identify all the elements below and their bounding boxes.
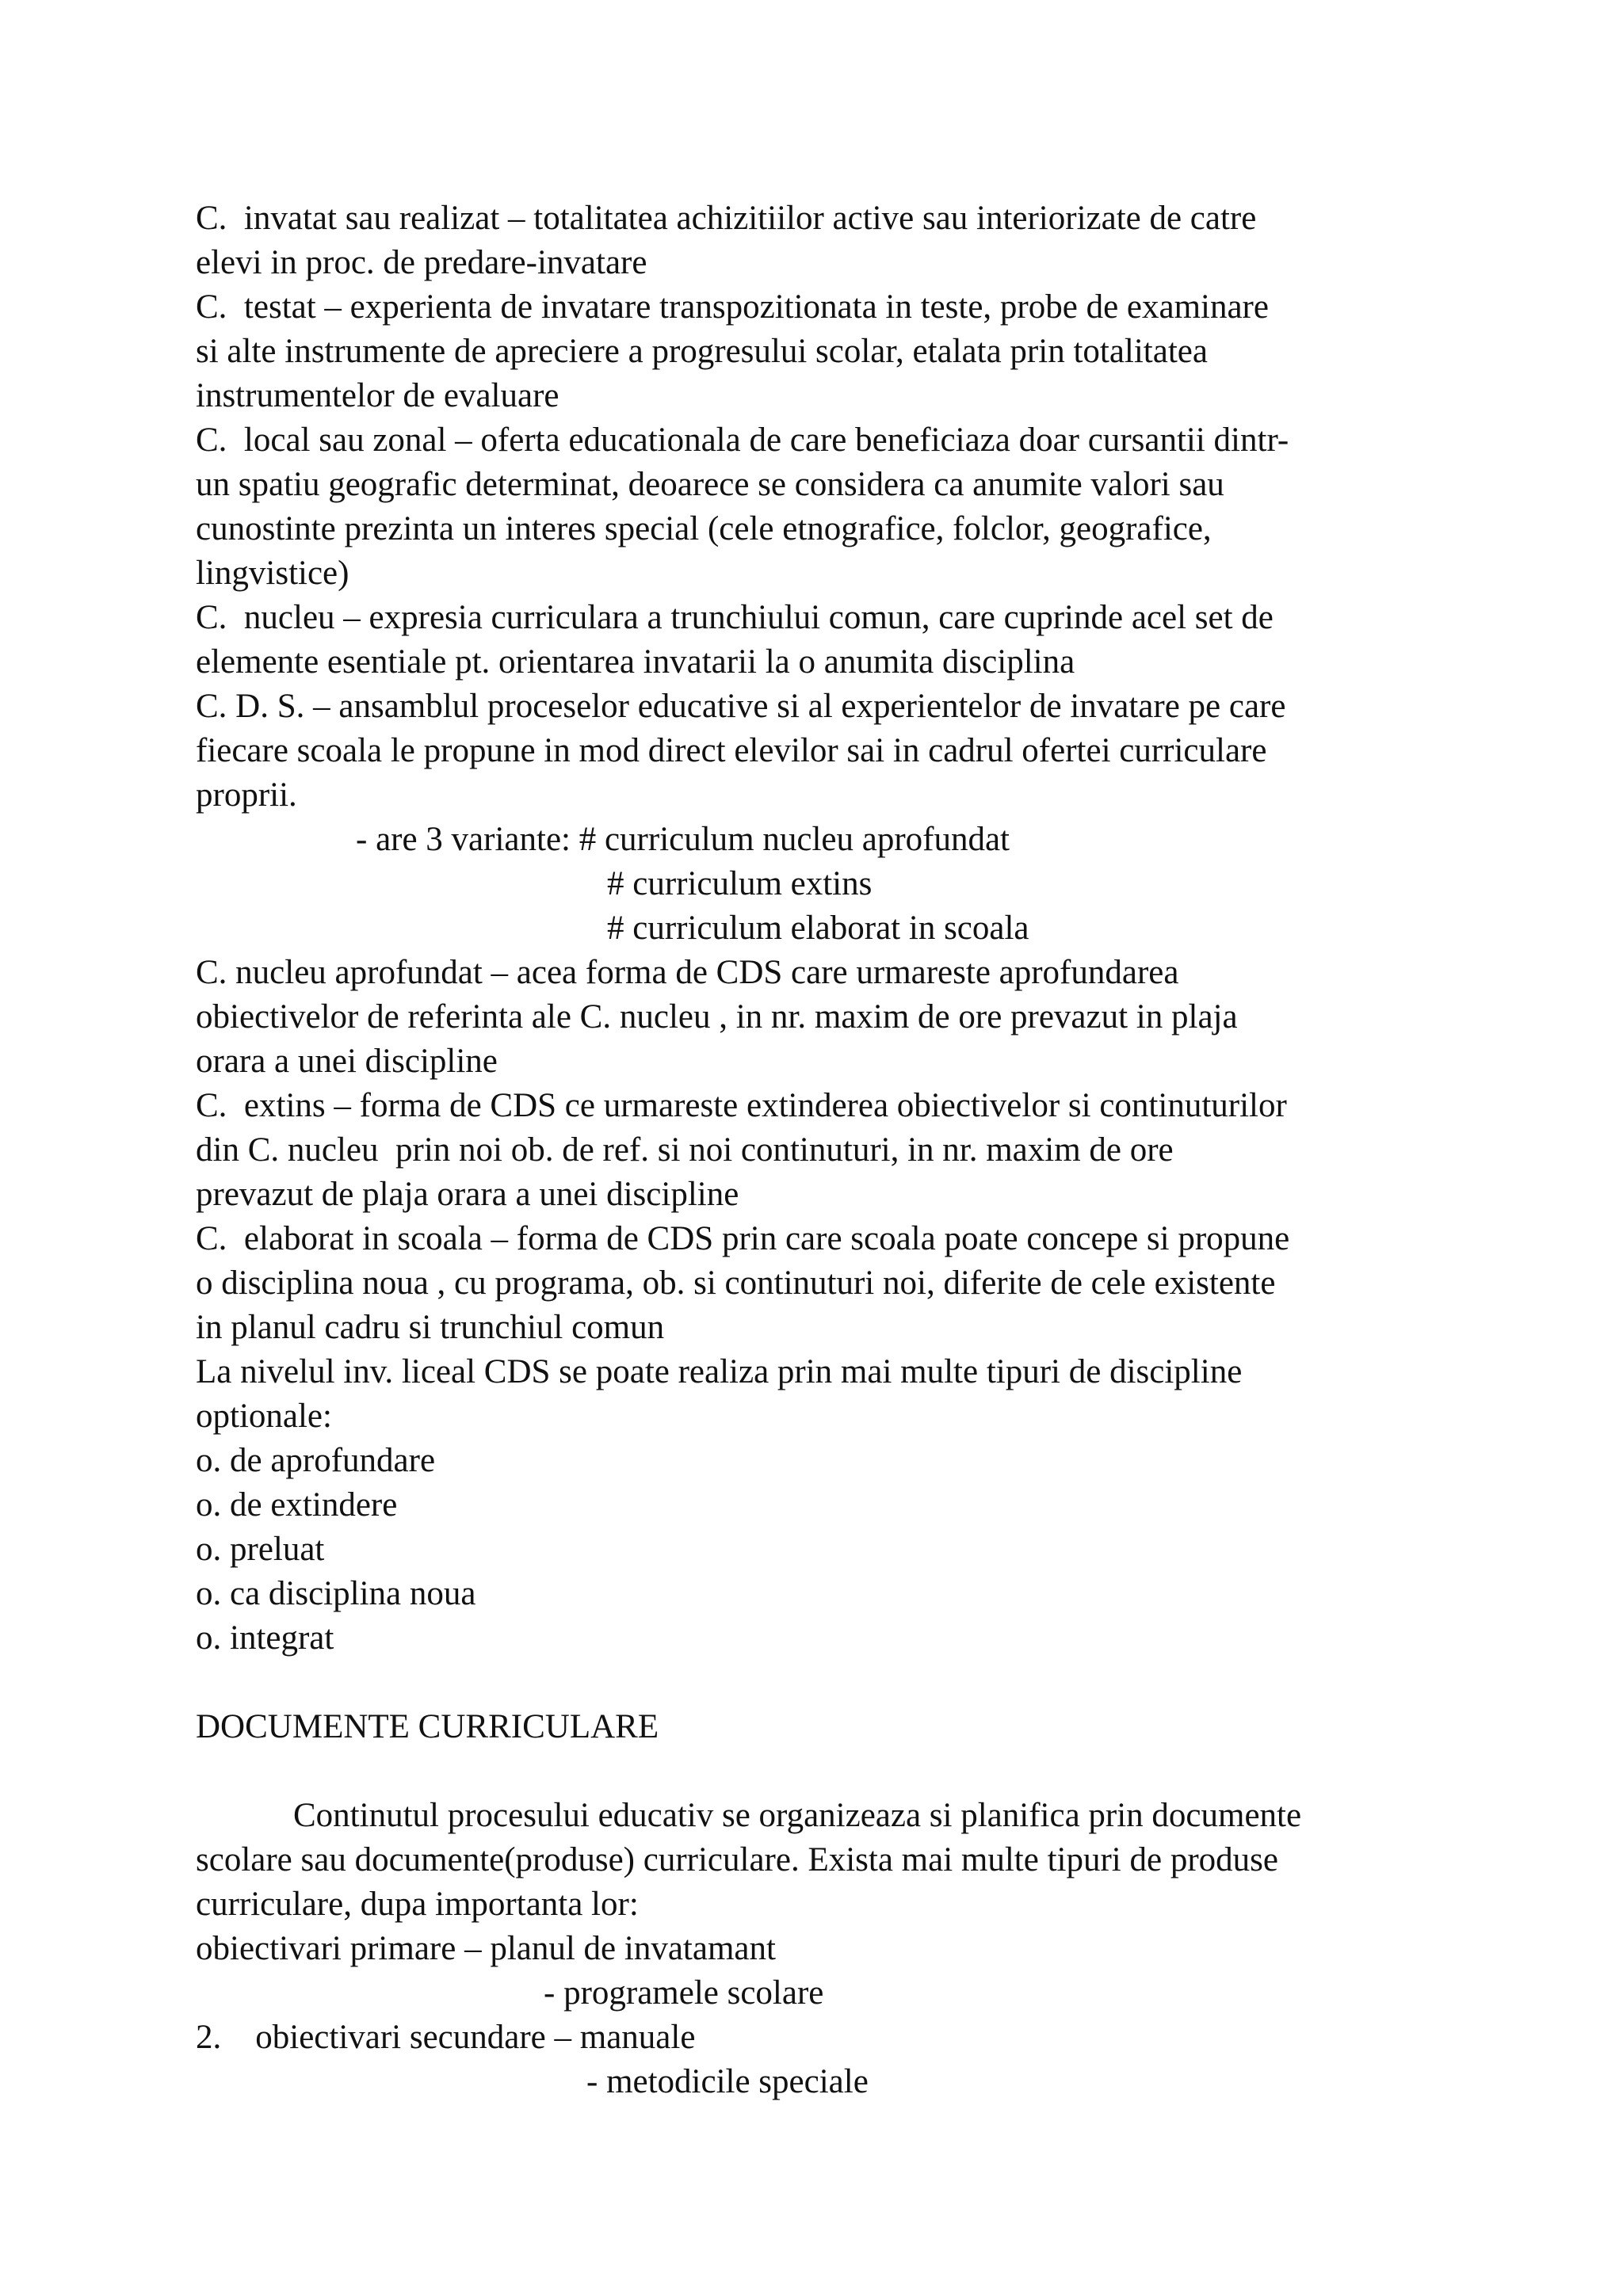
- text-line: din C. nucleu prin noi ob. de ref. si noi continuturi, in nr. maxim de ore: [196, 1131, 1174, 1169]
- text-line: La nivelul inv. liceal CDS se poate realiza prin mai multe tipuri de discipline: [196, 1353, 1243, 1390]
- optional-item: o. de aprofundare: [196, 1442, 436, 1479]
- variant-item: # curriculum elaborat in scoala: [607, 910, 1029, 947]
- optional-item: o. de extindere: [196, 1486, 398, 1524]
- optional-item: o. ca disciplina noua: [196, 1575, 476, 1612]
- text-line: C. invatat sau realizat – totalitatea achizitiilor active sau interiorizate de catre: [196, 200, 1257, 237]
- text-line: C. local sau zonal – oferta educationala de care beneficiaza doar cursantii dintr-: [196, 421, 1289, 459]
- text-line: instrumentelor de evaluare: [196, 377, 559, 414]
- text-line: C. testat – experienta de invatare transpozitionata in teste, probe de examinare: [196, 288, 1269, 326]
- optional-item: o. preluat: [196, 1531, 325, 1568]
- text-line: obiectivari primare – planul de invatamant: [196, 1930, 776, 1967]
- text-line: elevi in proc. de predare-invatare: [196, 244, 647, 281]
- variant-item: # curriculum extins: [607, 865, 873, 902]
- text-line: optionale:: [196, 1398, 332, 1435]
- text-line: 2. obiectivari secundare – manuale: [196, 2019, 696, 2056]
- text-line: cunostinte prezinta un interes special (cele etnografice, folclor, geografice,: [196, 510, 1212, 547]
- text-line: lingvistice): [196, 555, 349, 592]
- text-line: curriculare, dupa importanta lor:: [196, 1886, 639, 1923]
- sub-item: - programele scolare: [544, 1974, 824, 2012]
- text-line: un spatiu geografic determinat, deoarece se considera ca anumite valori sau: [196, 466, 1224, 503]
- variants-line: - are 3 variante: # curriculum nucleu aprofundat: [356, 821, 1010, 858]
- optional-item: o. integrat: [196, 1619, 334, 1657]
- text-line: C. elaborat in scoala – forma de CDS prin care scoala poate concepe si propune: [196, 1220, 1290, 1257]
- text-line: prevazut de plaja orara a unei discipline: [196, 1176, 739, 1213]
- text-line: C. extins – forma de CDS ce urmareste extinderea obiectivelor si continuturilor: [196, 1087, 1287, 1124]
- text-line: scolare sau documente(produse) curriculare. Exista mai multe tipuri de produse: [196, 1841, 1278, 1878]
- text-line: proprii.: [196, 776, 297, 814]
- text-line: C. nucleu – expresia curriculara a trunchiului comun, care cuprinde acel set de: [196, 599, 1274, 636]
- paragraph-first-line: Continutul procesului educativ se organizeaza si planifica prin documente: [293, 1797, 1302, 1834]
- text-line: obiectivelor de referinta ale C. nucleu , in nr. maxim de ore prevazut in plaja: [196, 998, 1238, 1035]
- text-line: si alte instrumente de apreciere a progresului scolar, etalata prin totalitatea: [196, 333, 1208, 370]
- text-line: orara a unei discipline: [196, 1043, 498, 1080]
- sub-item: - metodicile speciale: [586, 2063, 869, 2100]
- text-line: C. D. S. – ansamblul proceselor educative si al experientelor de invatare pe care: [196, 688, 1286, 725]
- text-line: C. nucleu aprofundat – acea forma de CDS care urmareste aprofundarea: [196, 954, 1179, 991]
- text-line: elemente esentiale pt. orientarea invatarii la o anumita disciplina: [196, 643, 1075, 681]
- text-line: o disciplina noua , cu programa, ob. si continuturi noi, diferite de cele existente: [196, 1264, 1276, 1302]
- text-line: in planul cadru si trunchiul comun: [196, 1309, 665, 1346]
- text-line: fiecare scoala le propune in mod direct elevilor sai in cadrul ofertei curriculare: [196, 732, 1267, 769]
- section-heading: DOCUMENTE CURRICULARE: [196, 1708, 659, 1745]
